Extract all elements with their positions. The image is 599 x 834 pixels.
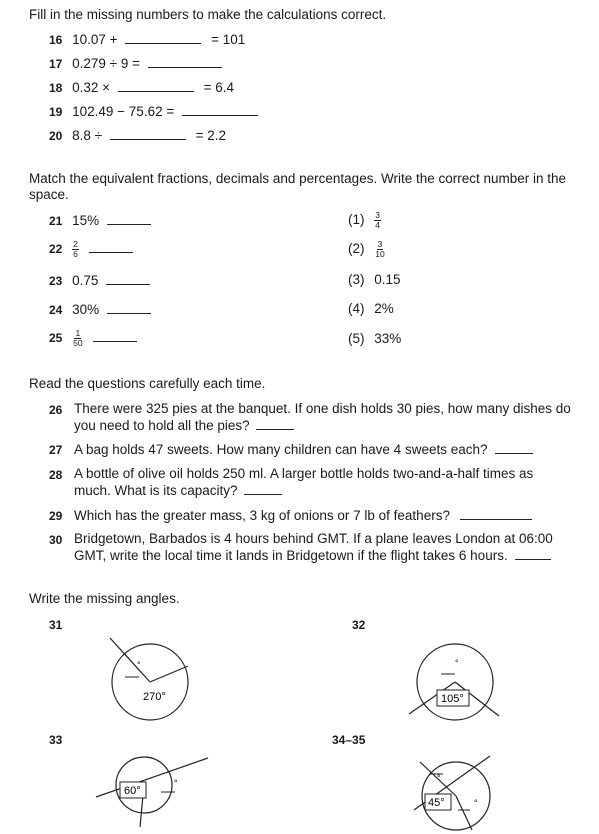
question-29 (74, 507, 579, 524)
question-number: 24 (49, 303, 63, 317)
diagram-33-number: 33 (49, 733, 63, 747)
expression-left: 0.279 ÷ 9 = (72, 56, 140, 71)
denominator: 50 (73, 338, 83, 348)
option-4 (348, 301, 394, 316)
degree-mark: ° (455, 658, 459, 668)
degree-mark: ° (437, 773, 441, 783)
option-value: 0.15 (374, 272, 401, 287)
denominator: 4 (375, 220, 380, 230)
answer-line[interactable] (106, 272, 150, 285)
section3-instruction: Read the questions carefully each time. (29, 376, 266, 391)
fraction (72, 329, 83, 348)
question-16 (49, 31, 245, 47)
option-2 (348, 240, 386, 259)
question-number-27: 27 (49, 443, 63, 457)
degree-mark: ° (174, 778, 178, 788)
ray (456, 796, 472, 830)
answer-line[interactable] (148, 55, 222, 68)
angle-diagram-33 (90, 755, 220, 830)
answer-line[interactable] (118, 79, 194, 92)
expression-right: = 6.4 (203, 80, 234, 95)
degree-mark: ° (474, 798, 478, 808)
diagram-32-number: 32 (352, 618, 366, 632)
question-30 (74, 531, 579, 564)
section1-instruction: Fill in the missing numbers to make the calculations correct. (29, 7, 387, 22)
answer-line[interactable] (515, 547, 551, 560)
angle-label: 45° (428, 797, 445, 809)
option-1 (348, 211, 381, 230)
question-24 (49, 301, 151, 317)
expression-left: 0.32 × (72, 80, 111, 95)
question-number: 18 (49, 81, 63, 95)
denominator: 10 (375, 249, 385, 259)
angle-label: 270° (143, 691, 166, 703)
answer-line[interactable] (107, 301, 151, 314)
answer-line[interactable] (89, 240, 133, 253)
diagram-31-number: 31 (49, 618, 63, 632)
answer-line[interactable] (495, 441, 533, 454)
question-text: Bridgetown, Barbados is 4 hours behind GMT. If a plane leaves London at 06:00 GMT, write the local time it lands in Bridgetown if the flight takes 6 hours. (74, 531, 553, 563)
question-number: 16 (49, 33, 63, 47)
question-number-26: 26 (49, 403, 63, 417)
option-value: 33% (374, 331, 402, 346)
question-text: There were 325 pies at the banquet. If one dish holds 30 pies, how many dishes do you need to hold all the pies? (74, 401, 571, 433)
diagram-34-35-number: 34–35 (332, 733, 366, 747)
angle-diagram-34-35 (410, 752, 520, 832)
question-26 (74, 401, 579, 434)
question-number: 22 (49, 242, 63, 257)
fraction (374, 240, 385, 259)
question-number: 19 (49, 105, 63, 119)
numerator: 2 (73, 239, 78, 249)
fraction (72, 240, 79, 259)
question-number-30: 30 (49, 533, 63, 547)
question-text: A bottle of olive oil holds 250 ml. A larger bottle holds two-and-a-half times as much. What is its capacity? (74, 466, 534, 498)
option-value: 2% (374, 301, 394, 316)
section2-instruction: Match the equivalent fractions, decimals and percentages. Write the correct number in the space. (29, 171, 567, 202)
option-label: (1) (348, 212, 365, 228)
question-28 (74, 466, 569, 499)
answer-line[interactable] (110, 127, 186, 140)
option-5 (348, 331, 401, 346)
option-label: (2) (348, 241, 365, 257)
question-number-29: 29 (49, 509, 63, 523)
question-number: 17 (49, 57, 63, 71)
option-label: (4) (348, 301, 365, 316)
expression-left: 10.07 + (72, 32, 118, 47)
question-19 (49, 103, 258, 119)
question-text: A bag holds 47 sweets. How many children can have 4 sweets each? (74, 442, 488, 457)
question-18 (49, 79, 234, 95)
match-value: 15% (72, 213, 100, 228)
numerator: 3 (375, 210, 380, 220)
match-value: 30% (72, 302, 100, 317)
answer-line[interactable] (107, 212, 151, 225)
question-text: Which has the greater mass, 3 kg of onions or 7 lb of feathers? (74, 508, 450, 523)
answer-line[interactable] (256, 417, 294, 430)
question-number: 21 (49, 214, 63, 228)
option-label: (5) (348, 331, 365, 346)
angle-label: 105° (441, 693, 464, 705)
question-number: 25 (49, 331, 63, 346)
answer-line[interactable] (244, 482, 282, 495)
answer-line[interactable] (460, 507, 532, 520)
angle-label: 60° (124, 785, 141, 797)
numerator: 1 (75, 328, 81, 338)
ray (96, 758, 208, 797)
question-number-28: 28 (49, 468, 63, 482)
degree-mark: ° (137, 660, 141, 670)
option-3 (348, 272, 401, 287)
option-label: (3) (348, 272, 365, 287)
question-number: 23 (49, 274, 63, 288)
expression-right: = 2.2 (195, 128, 226, 143)
answer-line[interactable] (93, 329, 137, 342)
question-23 (49, 272, 150, 288)
expression-right: = 101 (211, 32, 246, 47)
expression-left: 8.8 ÷ (72, 128, 103, 143)
question-20 (49, 127, 226, 143)
section4-instruction: Write the missing angles. (29, 591, 180, 606)
question-25 (49, 329, 137, 348)
match-value: 0.75 (72, 273, 99, 288)
ray (150, 666, 188, 682)
question-21 (49, 212, 151, 228)
fraction (374, 211, 381, 230)
expression-left: 102.49 − 75.62 = (72, 104, 175, 119)
numerator: 3 (377, 239, 383, 249)
question-17 (49, 55, 222, 71)
question-number: 20 (49, 129, 63, 143)
angle-diagram-32 (400, 630, 510, 730)
answer-line[interactable] (125, 31, 201, 44)
answer-line[interactable] (182, 103, 258, 116)
angle-diagram-31 (100, 630, 210, 730)
denominator: 6 (73, 249, 78, 259)
question-27 (74, 441, 579, 458)
question-22 (49, 240, 133, 259)
